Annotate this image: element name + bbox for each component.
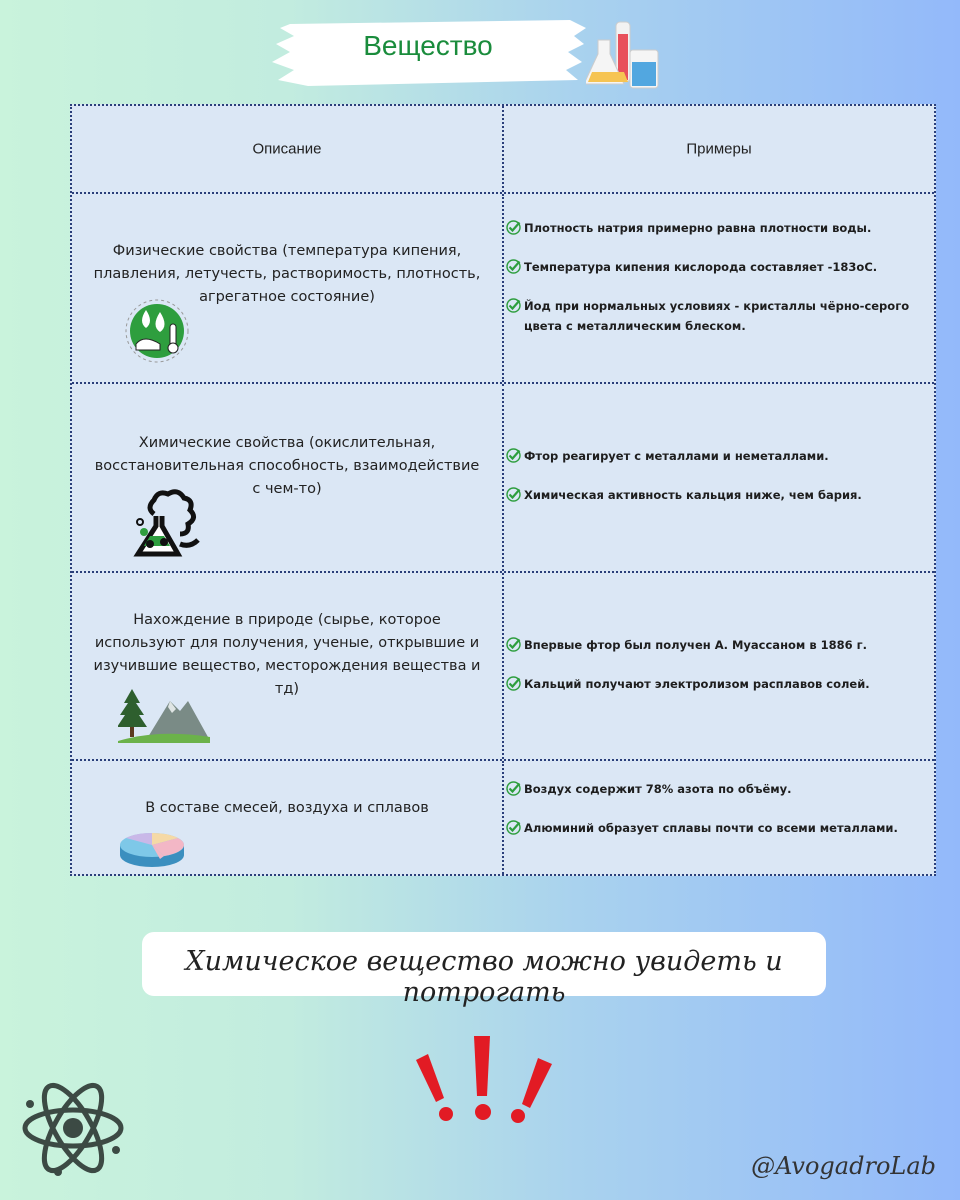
summary-banner xyxy=(142,932,826,1008)
check-icon xyxy=(506,220,521,241)
example-text: Воздух содержит 78% азота по объёму. xyxy=(524,782,792,796)
example-text: Алюминий образует сплавы почти со всеми металлами. xyxy=(524,821,898,835)
properties-table xyxy=(70,104,936,876)
example-text: Кальций получают электролизом расплавов солей. xyxy=(524,677,870,691)
example-text: Температура кипения кислорода составляет -183оС. xyxy=(524,260,878,274)
description-cell xyxy=(72,194,504,382)
pie-chart-icon xyxy=(116,821,188,874)
table-row xyxy=(72,192,934,382)
header-examples-label: Примеры xyxy=(686,140,752,158)
check-icon xyxy=(506,820,521,841)
summary-banner-text: Химическое вещество можно увидеть и потрогать xyxy=(185,946,783,1008)
example-item xyxy=(504,296,928,336)
row-description: В составе смесей, воздуха и сплавов xyxy=(145,800,429,816)
example-item xyxy=(504,485,928,505)
example-item xyxy=(504,779,928,799)
atom-icon xyxy=(18,1074,128,1187)
example-item xyxy=(504,218,928,238)
check-icon xyxy=(506,448,521,469)
examples-list xyxy=(504,635,928,694)
description-cell xyxy=(72,384,504,571)
author-handle: @AvogadroLab xyxy=(751,1152,936,1180)
examples-cell xyxy=(504,194,934,382)
example-item xyxy=(504,257,928,277)
water-drops-thermometer-icon xyxy=(124,298,190,369)
lab-flasks-icon xyxy=(586,20,666,97)
example-item xyxy=(504,446,928,466)
examples-list xyxy=(504,446,928,505)
table-row xyxy=(72,382,934,571)
row-description: Нахождение в природе (сырье, которое используют для получения, ученые, открывшие и изучившие вещество, месторождения вещества и тд) xyxy=(93,612,481,697)
check-icon xyxy=(506,298,521,319)
description-cell xyxy=(72,573,504,759)
check-icon xyxy=(506,259,521,280)
example-text: Йод при нормальных условиях - кристаллы чёрно-серого цвета с металлическим блеском. xyxy=(524,299,910,333)
example-item xyxy=(504,818,928,838)
example-text: Фтор реагирует с металлами и неметаллами. xyxy=(524,449,829,463)
example-item xyxy=(504,674,928,694)
check-icon xyxy=(506,781,521,802)
examples-list xyxy=(504,218,928,336)
check-icon xyxy=(506,637,521,658)
check-icon xyxy=(506,487,521,508)
table-row xyxy=(72,571,934,759)
mountains-tree-icon xyxy=(118,687,210,748)
header-cell-examples xyxy=(504,106,934,192)
row-description: Физические свойства (температура кипения, плавления, летучесть, растворимость, плотность, агрегатное состояние) xyxy=(93,243,481,305)
table-header-row xyxy=(72,106,934,192)
examples-cell xyxy=(504,761,934,874)
example-item xyxy=(504,635,928,655)
row-description: Химические свойства (окислительная, восстановительная способность, взаимодействие с чем-то) xyxy=(94,435,480,497)
exclamation-marks-icon xyxy=(410,1030,560,1131)
example-text: Плотность натрия примерно равна плотности воды. xyxy=(524,221,872,235)
example-text: Впервые фтор был получен А. Муассаном в 1886 г. xyxy=(524,638,867,652)
examples-cell xyxy=(504,384,934,571)
page-title: Вещество xyxy=(363,30,493,61)
description-cell xyxy=(72,761,504,874)
table-row xyxy=(72,759,934,874)
chemical-flask-icon xyxy=(130,486,206,567)
header-description-label: Описание xyxy=(252,140,322,158)
example-text: Химическая активность кальция ниже, чем бария. xyxy=(524,488,862,502)
check-icon xyxy=(506,676,521,697)
examples-cell xyxy=(504,573,934,759)
header-cell-description xyxy=(72,106,504,192)
examples-list xyxy=(504,779,928,838)
